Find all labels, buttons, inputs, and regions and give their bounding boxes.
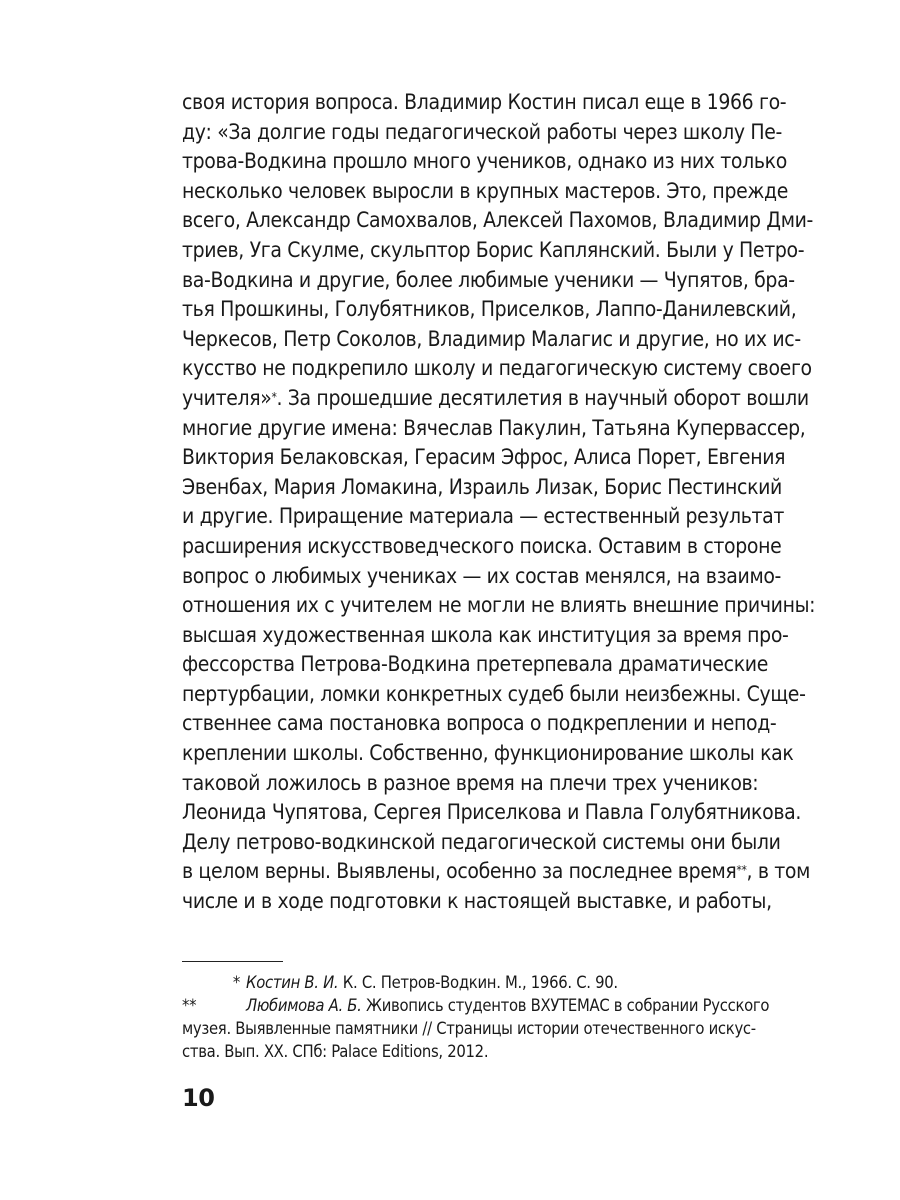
text-line: и другие. Приращение материала — естественный результат — [182, 504, 785, 529]
text-line: триев, Уга Скулме, скульптор Борис Каплянский. Были у Петро- — [182, 237, 805, 262]
text-line: Виктория Белаковская, Герасим Эфрос, Алиса Порет, Евгения — [182, 445, 786, 470]
text-line: Эвенбах, Мария Ломакина, Израиль Лизак, Борис Пестинский — [182, 474, 782, 499]
text-line: учителя»*. За прошедшие десятилетия в научный оборот вошли — [182, 385, 809, 410]
footnote-2-continuation: ства. Вып. XX. СПб: Palace Editions, 2012. — [182, 1042, 489, 1061]
text-line: Делу петрово-водкинской педагогической системы они были — [182, 829, 781, 854]
footnote-reference: * — [271, 389, 277, 404]
text-line: многие другие имена: Вячеслав Пакулин, Татьяна Купервассер, — [182, 415, 806, 440]
footnote-author: Костин В. И. — [246, 973, 339, 992]
footnote-2-continuation: музея. Выявленные памятники // Страницы истории отечественного искус- — [182, 1019, 756, 1038]
text-line: отношения их с учителем не могли не влиять внешние причины: — [182, 593, 816, 618]
text-line: в целом верны. Выявлены, особенно за последнее время**, в том — [182, 859, 811, 884]
text-line: пертурбации, ломки конкретных судеб были неизбежны. Суще- — [182, 681, 806, 706]
text-line: тья Прошкины, Голубятников, Приселков, Лаппо-Данилевский, — [182, 297, 797, 322]
footnote-author: Любимова А. Б. — [246, 996, 362, 1015]
text-line: Черкесов, Петр Соколов, Владимир Малагис и другие, но их ис- — [182, 326, 801, 351]
main-text-block — [182, 88, 816, 917]
text-line: кусство не подкрепило школу и педагогическую систему своего — [182, 356, 812, 381]
text-line: высшая художественная школа как институция за время про- — [182, 622, 789, 647]
text-line: Леонида Чупятова, Сергея Приселкова и Павла Голубятникова. — [182, 800, 801, 825]
text-line: трова-Водкина прошло много учеников, однако из них только — [182, 149, 787, 174]
footnote-reference: ** — [736, 863, 747, 878]
text-line: таковой ложилось в разное время на плечи трех учеников: — [182, 770, 759, 795]
text-line: фессорства Петрова-Водкина претерпевала драматические — [182, 652, 768, 677]
text-line: числе и в ходе подготовки к настоящей выставке, и работы, — [182, 889, 772, 914]
footnotes-block — [182, 971, 770, 1063]
text-line: ственнее сама постановка вопроса о подкреплении и непод- — [182, 711, 777, 736]
footnote-text: К. С. Петров-Водкин. М., 1966. С. 90. — [342, 973, 618, 992]
page-number: 10 — [182, 1084, 215, 1112]
text-line: вопрос о любимых учениках — их состав менялся, на взаимо- — [182, 563, 782, 588]
footnote-2 — [182, 994, 770, 1017]
text-line: расширения искусствоведческого поиска. Оставим в стороне — [182, 533, 782, 558]
text-line: ва-Водкина и другие, более любимые ученики — Чупятов, бра- — [182, 267, 795, 292]
text-line: креплении школы. Собственно, функционирование школы как — [182, 741, 794, 766]
text-line: ду: «За долгие годы педагогической работы через школу Пе- — [182, 119, 782, 144]
footnote-separator — [182, 961, 283, 962]
footnote-marker: * — [232, 973, 240, 992]
footnote-1 — [182, 971, 752, 994]
text-line: всего, Александр Самохвалов, Алексей Пахомов, Владимир Дми- — [182, 208, 814, 233]
text-line: своя история вопроса. Владимир Костин писал еще в 1966 го- — [182, 90, 787, 114]
footnote-marker: ** — [182, 996, 197, 1015]
text-line: несколько человек выросли в крупных мастеров. Это, прежде — [182, 178, 789, 203]
footnote-text: Живопись студентов ВХУТЕМАС в собрании Русского — [366, 996, 770, 1015]
